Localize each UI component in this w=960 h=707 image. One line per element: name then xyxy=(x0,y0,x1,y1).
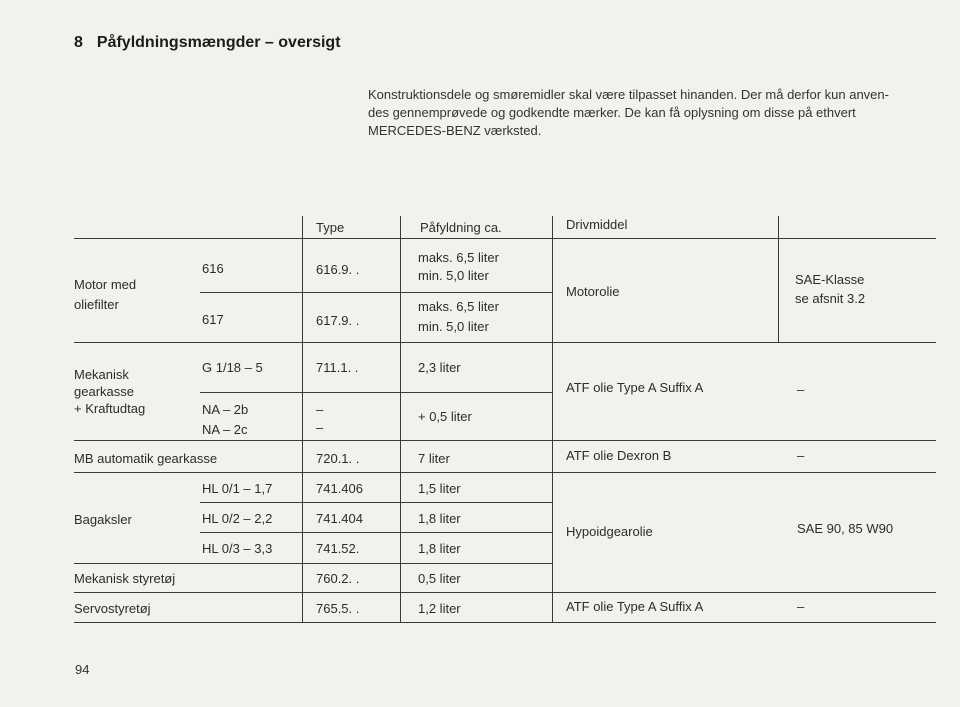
intro-paragraph xyxy=(368,86,940,140)
steering-type: 760.2. . xyxy=(316,571,360,586)
rule-motor-mid xyxy=(200,292,552,293)
rear-axle-type: 741.404 xyxy=(316,511,363,526)
gearbox-fill: 2,3 liter xyxy=(418,360,461,375)
motor-type: 617.9. . xyxy=(316,313,360,328)
servo-type: 765.5. . xyxy=(316,601,360,616)
gearbox-type: 711.1. . xyxy=(316,360,359,375)
rear-axle-fill: 1,8 liter xyxy=(418,511,461,526)
automatic-type: 720.1. . xyxy=(316,451,360,466)
intro-line: MERCEDES-BENZ værksted. xyxy=(368,123,542,138)
motor-model: 617 xyxy=(202,312,224,327)
gearbox-model: G 1/18 – 5 xyxy=(202,360,263,375)
rule-steering-bottom xyxy=(74,592,936,593)
motor-fill-max: maks. 6,5 liter xyxy=(418,250,499,265)
gearbox-fill: + 0,5 liter xyxy=(418,409,472,424)
servo-spec: – xyxy=(797,599,805,614)
divider-fill xyxy=(400,216,401,622)
motor-label: oliefilter xyxy=(74,297,119,312)
gearbox-model: NA – 2c xyxy=(202,422,248,437)
gearbox-spec: – xyxy=(797,382,805,397)
section-heading xyxy=(74,34,341,52)
gearbox-type: – xyxy=(316,402,324,417)
automatic-lubricant: ATF olie Dexron B xyxy=(566,448,672,463)
rule-gearbox-bottom xyxy=(74,440,936,441)
rear-axle-fill: 1,5 liter xyxy=(418,481,461,496)
rule-gearbox-mid xyxy=(200,392,552,393)
divider-lubricant xyxy=(552,216,553,622)
servo-lubricant: ATF olie Type A Suffix A xyxy=(566,599,704,614)
rule-automatic-bottom xyxy=(74,472,936,473)
motor-spec: SAE-Klasse xyxy=(795,272,865,287)
rule-header xyxy=(74,238,936,239)
rule-motor-bottom xyxy=(74,342,936,343)
gearbox-label: Mekanisk xyxy=(74,367,129,382)
gearbox-type: – xyxy=(316,420,324,435)
rear-axle-model: HL 0/3 – 3,3 xyxy=(202,541,273,556)
rear-axle-type: 741.52. xyxy=(316,541,360,556)
header-fill: Påfyldning ca. xyxy=(420,220,502,235)
rear-axle-label: Bagaksler xyxy=(74,512,132,527)
motor-model: 616 xyxy=(202,261,224,276)
gearbox-label: + Kraftudtag xyxy=(74,401,146,416)
automatic-fill: 7 liter xyxy=(418,451,450,466)
divider-type xyxy=(302,216,303,622)
page-number: 94 xyxy=(75,662,90,677)
header-lubricant: Drivmiddel xyxy=(566,217,628,232)
rule-axle-2 xyxy=(200,532,552,533)
motor-fill-min: min. 5,0 liter xyxy=(418,319,489,334)
rear-axle-spec: SAE 90, 85 W90 xyxy=(797,521,894,536)
intro-line: des gennemprøvede og godkendte mærker. De kan få oplysning om disse på ethvert xyxy=(368,105,856,120)
section-number: 8 xyxy=(74,34,83,51)
motor-fill-min: min. 5,0 liter xyxy=(418,268,489,283)
header-type: Type xyxy=(316,220,345,235)
automatic-spec: – xyxy=(797,448,805,463)
intro-line: Konstruktionsdele og smøremidler skal være tilpasset hinanden. Der må derfor kun anven- xyxy=(368,87,889,102)
rear-axle-fill: 1,8 liter xyxy=(418,541,461,556)
gearbox-lubricant: ATF olie Type A Suffix A xyxy=(566,380,704,395)
rule-axle-1 xyxy=(200,502,552,503)
rear-axle-model: HL 0/1 – 1,7 xyxy=(202,481,273,496)
motor-lubricant: Motorolie xyxy=(566,284,620,299)
motor-fill-max: maks. 6,5 liter xyxy=(418,299,499,314)
gearbox-model: NA – 2b xyxy=(202,402,249,417)
rear-axle-lubricant: Hypoidgearolie xyxy=(566,524,653,539)
rule-table-bottom xyxy=(74,622,936,623)
section-title: Påfyldningsmængder – oversigt xyxy=(96,34,341,51)
gearbox-label: gearkasse xyxy=(74,384,134,399)
rule-axle-bottom xyxy=(74,563,552,564)
servo-label: Servostyretøj xyxy=(74,601,151,616)
steering-fill: 0,5 liter xyxy=(418,571,461,586)
servo-fill: 1,2 liter xyxy=(418,601,461,616)
motor-label: Motor med xyxy=(74,277,137,292)
steering-label: Mekanisk styretøj xyxy=(74,571,176,586)
divider-spec xyxy=(778,216,779,342)
automatic-label: MB automatik gearkasse xyxy=(74,451,218,466)
motor-type: 616.9. . xyxy=(316,262,360,277)
rear-axle-type: 741.406 xyxy=(316,481,363,496)
motor-spec: se afsnit 3.2 xyxy=(795,291,866,306)
rear-axle-model: HL 0/2 – 2,2 xyxy=(202,511,273,526)
